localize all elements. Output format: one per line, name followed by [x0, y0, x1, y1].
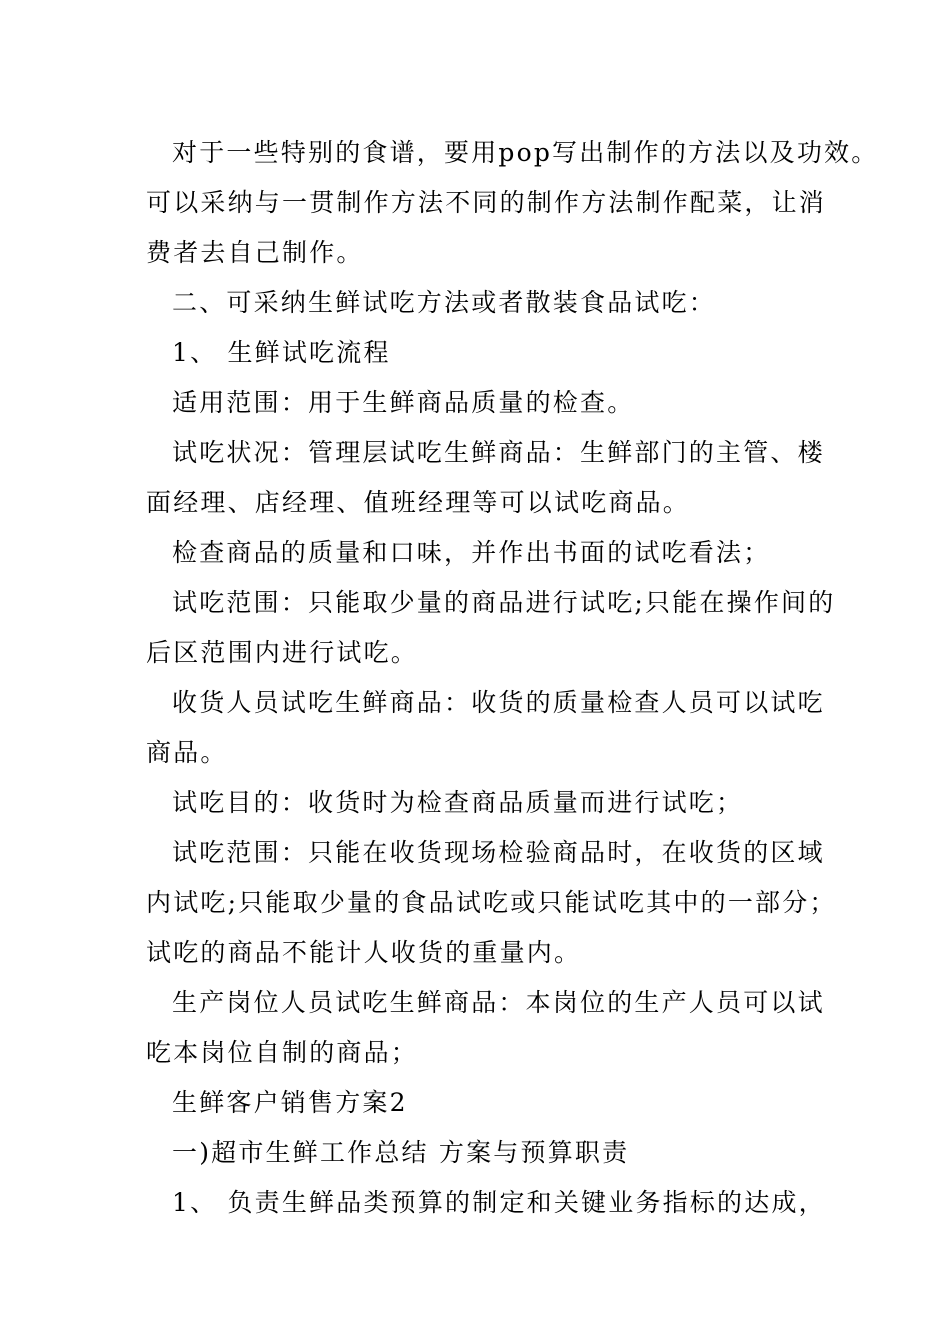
list-item-heading: 1、 生鲜试吃流程	[172, 338, 391, 367]
paragraph-line: 试吃目的：收货时为检查商品质量而进行试吃；	[172, 788, 744, 817]
paragraph-line: 吃本岗位自制的商品；	[146, 1038, 419, 1067]
paragraph-line: 适用范围：用于生鲜商品质量的检查。	[172, 388, 635, 417]
paragraph-line: 试吃的商品不能计人收货的重量内。	[146, 938, 582, 967]
list-item: 1、 负责生鲜品类预算的制定和关键业务指标的达成，	[172, 1188, 826, 1217]
paragraph-line: 试吃状况：管理层试吃生鲜商品：生鲜部门的主管、楼	[172, 438, 825, 467]
paragraph-line: 试吃范围：只能取少量的商品进行试吃;只能在操作间的	[172, 588, 836, 617]
paragraph-line: 面经理、店经理、值班经理等可以试吃商品。	[146, 488, 691, 517]
paragraph-line: 费者去自己制作。	[146, 238, 364, 267]
paragraph-line: 检查商品的质量和口味，并作出书面的试吃看法；	[172, 538, 771, 567]
paragraph-line: 内试吃;只能取少量的食品试吃或只能试吃其中的一部分；	[146, 888, 837, 917]
section-title: 生鲜客户销售方案2	[172, 1088, 408, 1117]
paragraph-line: 后区范围内进行试吃。	[146, 638, 419, 667]
paragraph-line: 可以采纳与一贯制作方法不同的制作方法制作配菜，让消	[146, 188, 827, 217]
paragraph-line: 生产岗位人员试吃生鲜商品：本岗位的生产人员可以试	[172, 988, 825, 1017]
paragraph-line: 试吃范围：只能在收货现场检验商品时，在收货的区域	[172, 838, 825, 867]
paragraph-line: 商品。	[146, 738, 228, 767]
subsection-heading: 一)超市生鲜工作总结 方案与预算职责	[172, 1138, 630, 1167]
paragraph-line: 收货人员试吃生鲜商品：收货的质量检查人员可以试吃	[172, 688, 825, 717]
paragraph-line: 对于一些特别的食谱，要用pop写出制作的方法以及功效。	[172, 138, 879, 167]
section-heading: 二、可采纳生鲜试吃方法或者散装食品试吃：	[172, 288, 717, 317]
